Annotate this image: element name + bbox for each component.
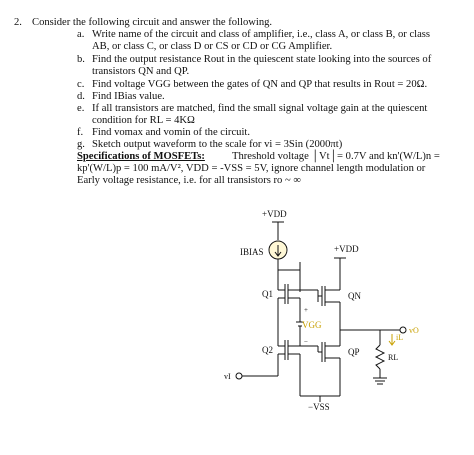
item-text: Find the output resistance Rout in the quiescent state looking into the sources of bbox=[92, 54, 432, 65]
spec-text: Threshold voltage │Vt│= 0.7V and kn'(W/L)n = bbox=[232, 151, 440, 162]
item-text: Find IBias value. bbox=[92, 91, 165, 102]
item-label: c. bbox=[77, 79, 85, 90]
vdd-top-label: +VDD bbox=[262, 209, 287, 219]
vo-label: vO bbox=[409, 326, 419, 335]
q2-label: Q2 bbox=[262, 345, 273, 355]
ibias-label: IBIAS bbox=[240, 247, 264, 257]
item-text: Write name of the circuit and class of amplifier, i.e., class A, or class B, or class bbox=[92, 29, 431, 40]
vdd-right-label: +VDD bbox=[334, 244, 359, 254]
question-intro: Consider the following circuit and answer the following. bbox=[32, 17, 273, 28]
spec-heading: Specifications of MOSFETs: bbox=[77, 151, 205, 162]
vgg-label: VGG bbox=[302, 320, 322, 330]
qp-label: QP bbox=[348, 347, 360, 357]
spec-text: Early voltage resistance, i.e. for all transistors ro ~ ∞ bbox=[77, 175, 301, 186]
item-text: Find voltage VGG between the gates of QN and QP that results in Rout = 20Ω. bbox=[92, 79, 428, 90]
item-label: g. bbox=[77, 139, 85, 150]
item-label: d. bbox=[77, 91, 85, 102]
q1-label: Q1 bbox=[262, 289, 273, 299]
rl-label: RL bbox=[388, 353, 399, 362]
item-text: condition for RL = 4KΩ bbox=[92, 115, 195, 126]
spec-text: kp'(W/L)p = 100 mA/V², VDD = -VSS = 5V, ignore channel length modulation or bbox=[77, 163, 426, 174]
item-text: AB, or class C, or class D or CS or CD or CG Amplifier. bbox=[92, 41, 333, 52]
item-text: transistors QN and QP. bbox=[92, 66, 190, 77]
vgg-minus: − bbox=[304, 338, 308, 346]
item-label: f. bbox=[77, 127, 84, 138]
qn-label: QN bbox=[348, 291, 361, 301]
item-text: If all transistors are matched, find the small signal voltage gain at the quiescent bbox=[92, 103, 428, 114]
vgg-plus: + bbox=[304, 306, 308, 314]
item-label: e. bbox=[77, 103, 85, 114]
vss-label: −VSS bbox=[308, 402, 330, 412]
item-text: Sketch output waveform to the scale for vi = 3Sin (2000πt) bbox=[92, 139, 343, 150]
item-label: b. bbox=[77, 54, 85, 65]
item-label: a. bbox=[77, 29, 85, 40]
item-text: Find vomax and vomin of the circuit. bbox=[92, 127, 250, 138]
vi-label: vI bbox=[224, 372, 231, 381]
il-label: iL bbox=[396, 333, 404, 342]
question-number: 2. bbox=[14, 17, 22, 28]
resistor-icon bbox=[376, 345, 384, 369]
